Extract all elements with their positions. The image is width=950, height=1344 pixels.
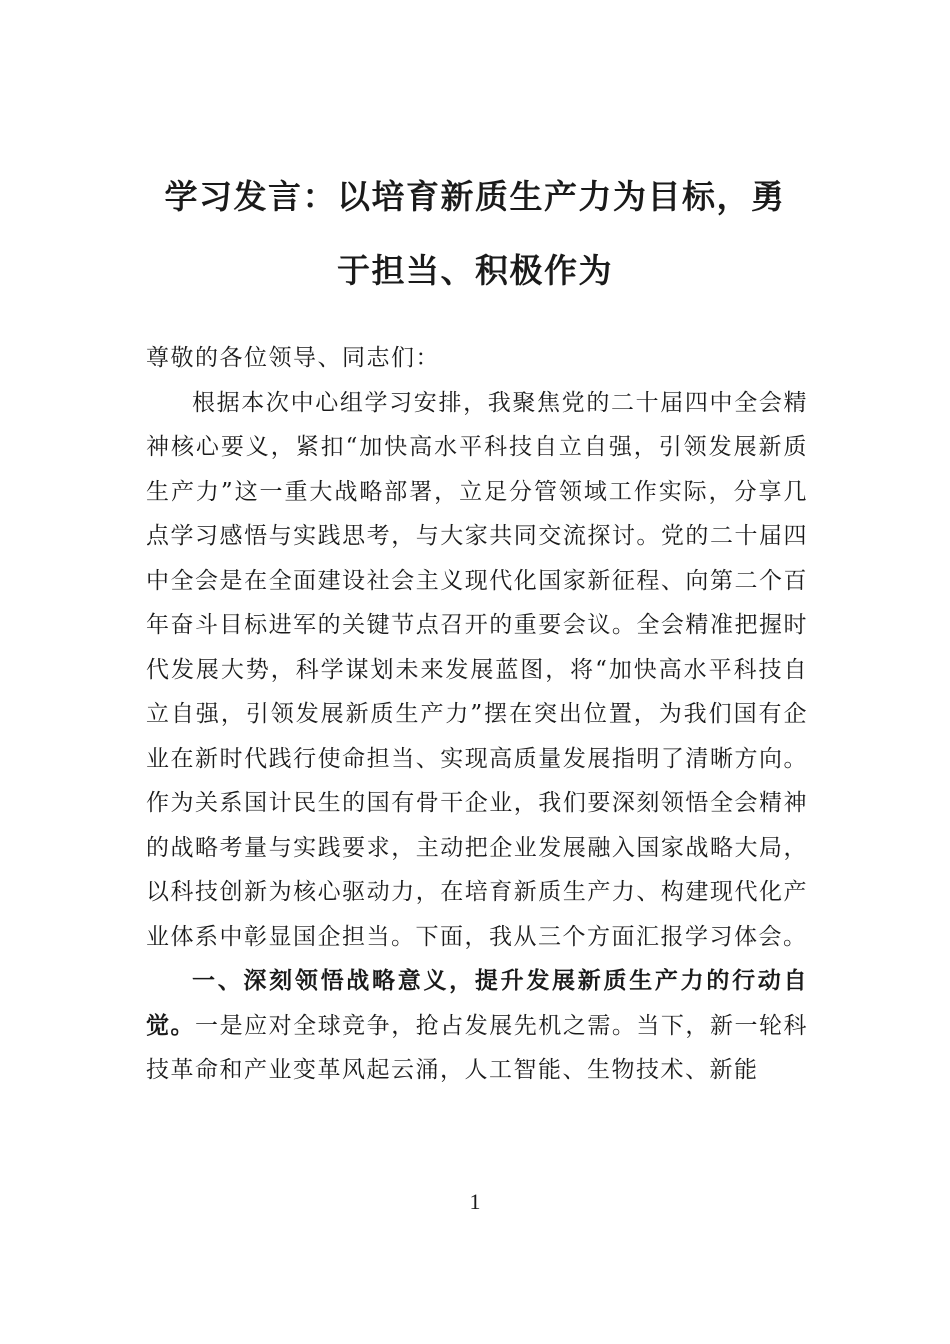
section-1-paragraph (146, 959, 808, 1093)
document-title (140, 160, 810, 308)
salutation: 尊敬的各位领导、同志们： (146, 345, 440, 371)
section-1-text: 一是应对全球竞争，抢占发展先机之需。当下，新一轮科技革命和产业变革风起云涌，人工智能、生物技术、新能 (146, 1012, 809, 1083)
page-number: 1 (469, 1189, 481, 1214)
intro-paragraph: 根据本次中心组学习安排，我聚焦党的二十届四中全会精神核心要义，紧扣“加快高水平科技自立自强，引领发展新质生产力”这一重大战略部署，立足分管领域工作实际，分享几点学习感悟与实践思考，与大家共同交流探讨。党的二十届四中全会是在全面建设社会主义现代化国家新征程、向第二个百年奋斗目标进军的关键节点召开的重要会议。全会精准把握时代发展大势，科学谋划未来发展蓝图，将“加快高水平科技自立自强，引领发展新质生产力”摆在突出位置，为我们国有企业在新时代践行使命担当、实现高质量发展指明了清晰方向。作为关系国计民生的国有骨干企业，我们要深刻领悟全会精神的战略考量与实践要求，主动把企业发展融入国家战略大局，以科技创新为核心驱动力，在培育新质生产力、构建现代化产业体系中彰显国企担当。下面，我从三个方面汇报学习体会。 (146, 389, 808, 950)
section-1-heading: 一、深刻领悟战略意义，提升发展新质生产力的行动自觉。 (146, 968, 808, 1039)
title-line-1: 学习发言：以培育新质生产力为目标，勇 (164, 177, 786, 216)
document-body (146, 336, 808, 1093)
title-line-2: 于担当、积极作为 (337, 251, 613, 290)
